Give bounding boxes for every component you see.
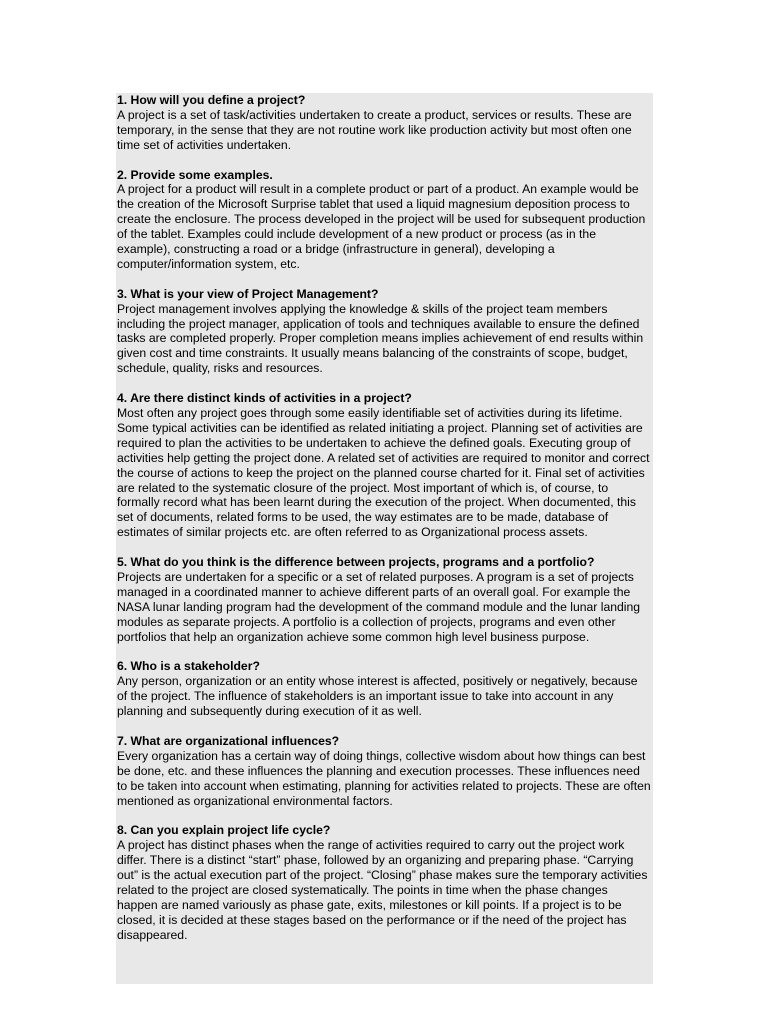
qa-item-1	[117, 93, 651, 153]
answer-paragraph: Project management involves applying the knowledge & skills of the project team members including the project manager, application of tools and techniques available to ensure the defined tasks are completed properly. Proper completion means implies achievement of end results within given cost and time constraints. It usually means balancing of the constraints of scope, budget, schedule, quality, risks and resources.	[117, 301, 644, 376]
qa-item-4	[117, 391, 651, 540]
question-heading: 2. Provide some examples.	[117, 167, 273, 182]
question-heading: 5. What do you think is the difference between projects, programs and a portfolio?	[117, 555, 595, 570]
answer-paragraph: A project has distinct phases when the range of activities required to carry out the project work differ. There is a distinct “start” phase, followed by an organizing and preparing phase. “Carrying out” is the actual execution part of the project. “Closing” phase makes sure the temporary activities related to the project are closed systematically. The points in time when the phase changes happen are named variously as phase gate, exits, milestones or kill points. If a project is to be closed, it is decided at these stages based on the performance or if the need of the project has disappeared.	[117, 838, 648, 942]
qa-item-5	[117, 555, 651, 644]
question-heading: 7. What are organizational influences?	[117, 733, 340, 748]
qa-item-6	[117, 659, 651, 719]
answer-paragraph: Every organization has a certain way of doing things, collective wisdom about how things can best be done, etc. and these influences the planning and execution processes. These influences need to be taken into account when estimating, planning for activities related to projects. These are often mentioned as organizational environmental factors.	[117, 748, 651, 808]
question-heading: 3. What is your view of Project Management?	[117, 286, 379, 301]
qa-item-3	[117, 287, 651, 376]
answer-paragraph: A project for a product will result in a complete product or part of a product. An example would be the creation of the Microsoft Surprise tablet that used a liquid magnesium deposition process to create the enclosure. The process developed in the project will be used for subsequent production of the tablet. Examples could include development of a new product or process (as in the example), constructing a road or a bridge (infrastructure in general), developing a computer/information system, etc.	[117, 182, 646, 271]
question-heading: 6. Who is a stakeholder?	[117, 659, 260, 674]
answer-paragraph: Most often any project goes through some easily identifiable set of activities during its lifetime. Some typical activities can be identified as related initiating a project. Planning set of activities are required to plan the activities to be undertaken to achieve the defined goals. Executing group of activities help getting the project done. A related set of activities are required to monitor and correct the course of actions to keep the project on the planned course charted for it. Final set of activities are related to the systematic closure of the project. Most important of which is, of course, to formally record what has been learnt during the execution of the project. When documented, this set of documents, related forms to be used, the way estimates are to be made, database of estimates of similar projects etc. are often referred to as Organizational process assets.	[117, 405, 650, 540]
qa-text-block	[116, 93, 653, 984]
answer-paragraph: A project is a set of task/activities undertaken to create a product, services or results. These are temporary, in the sense that they are not routine work like production activity but most often one time set of activities undertaken.	[117, 107, 632, 152]
qa-item-7	[117, 734, 651, 809]
qa-item-8	[117, 823, 651, 942]
answer-paragraph: Any person, organization or an entity whose interest is affected, positively or negatively, because of the project. The influence of stakeholders is an important issue to take into account in any planning and subsequently during execution of it as well.	[117, 674, 638, 719]
question-heading: 8. Can you explain project life cycle?	[117, 823, 331, 838]
question-heading: 4. Are there distinct kinds of activities in a project?	[117, 391, 412, 406]
answer-paragraph: Projects are undertaken for a specific or a set of related purposes. A program is a set of projects managed in a coordinated manner to achieve different parts of an overall goal. For example the NASA lunar landing program had the development of the command module and the lunar landing modules as separate projects. A portfolio is a collection of projects, programs and even other portfolios that help an organization achieve some common high level business purpose.	[117, 569, 641, 644]
question-heading: 1. How will you define a project?	[117, 93, 306, 107]
qa-item-2	[117, 168, 651, 272]
